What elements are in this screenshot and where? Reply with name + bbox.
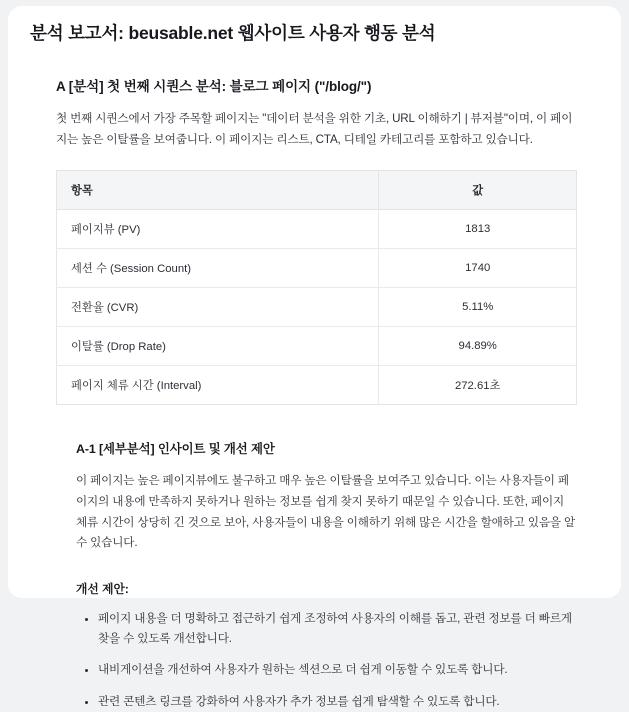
- table-cell-value: 1740: [379, 249, 577, 288]
- table-header-row: [57, 171, 577, 210]
- section-a1-paragraph: 이 페이지는 높은 페이지뷰에도 불구하고 매우 높은 이탈률을 보여주고 있습니다. 이는 사용자들이 페이지의 내용에 만족하지 못하거나 원하는 정보를 쉽게 찾지 못하기 때문일 수 있습니다. 또한, 페이지 체류 시간이 상당히 긴 것으로 보아, 사용자들이 내용을 이해하기 위해 많은 시간을 할애하고 있음을 알 수 있습니다.: [76, 474, 576, 550]
- table-row: [57, 210, 577, 249]
- section-a1-body: [76, 471, 577, 554]
- list-item: • 관련 콘텐츠 링크를 강화하여 사용자가 추가 정보를 쉽게 탐색할 수 있도록 합니다.: [98, 692, 577, 712]
- table-row: [57, 288, 577, 327]
- table-row: [57, 249, 577, 288]
- table-cell-value: 94.89%: [379, 327, 577, 366]
- report-page: [8, 6, 621, 708]
- table-cell-value: 272.61초: [454, 380, 501, 393]
- list-item: • 내비게이션을 개선하여 사용자가 원하는 섹션으로 더 쉽게 이동할 수 있도록 합니다.: [98, 660, 577, 680]
- table-cell-label: 페이지 체류 시간 (Interval): [57, 366, 379, 405]
- section-a-paragraph: 첫 번째 시퀀스에서 가장 주목할 페이지는 "데이터 분석을 위한 기초, URL 이해하기 | 뷰저블"이며, 이 페이지는 높은 이탈률을 보여줍니다. 이 페이지는 리스트, CTA, 디테일 카테고리를 포함하고 있습니다.: [56, 112, 573, 146]
- metrics-table-body: [57, 210, 577, 405]
- table-cell-label: 이탈률 (Drop Rate): [57, 327, 379, 366]
- table-cell-label: 세션 수 (Session Count): [57, 249, 379, 288]
- table-cell-label: 전환율 (CVR): [57, 288, 379, 327]
- report-body: [8, 75, 621, 712]
- table-cell-label: 페이지뷰 (PV): [57, 210, 379, 249]
- metrics-table-head: [57, 171, 577, 210]
- metrics-table: [56, 170, 577, 405]
- table-header-value: 값: [379, 171, 577, 210]
- table-row: [57, 366, 577, 405]
- section-a-heading: A [분석] 첫 번째 시퀀스 분석: 블로그 페이지 ("/blog/"): [56, 79, 372, 94]
- table-header-item: 항목: [57, 171, 379, 210]
- page-title: 분석 보고서: beusable.net 웹사이트 사용자 행동 분석: [30, 23, 436, 43]
- suggestions-label: 개선 제안:: [76, 581, 129, 596]
- table-cell-value: 5.11%: [379, 288, 577, 327]
- table-row: [57, 327, 577, 366]
- section-a1-heading: A-1 [세부분석] 인사이트 및 개선 제안: [76, 442, 275, 457]
- table-cell-value: 1813: [379, 210, 577, 249]
- list-item: • 페이지 내용을 더 명확하고 접근하기 쉽게 조정하여 사용자의 이해를 돕고, 관련 정보를 더 빠르게 찾을 수 있도록 개선합니다.: [98, 609, 577, 650]
- suggestions-list: [76, 609, 577, 712]
